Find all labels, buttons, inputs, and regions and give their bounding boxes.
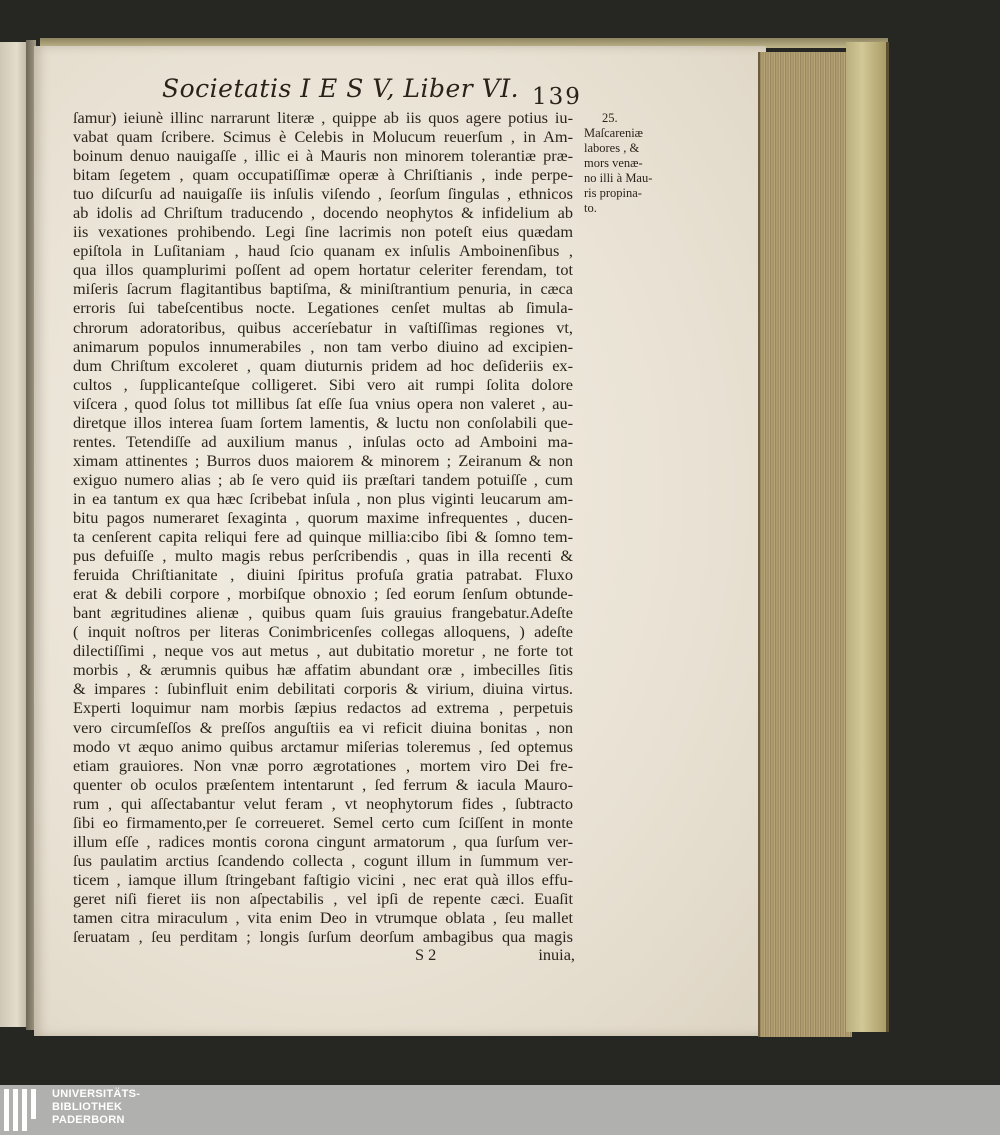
book-cover-board — [846, 42, 889, 1032]
text-line: vabat quam ſcribere. Scimus è Celebis in Molucum reuerſum , in Am- — [73, 127, 573, 147]
text-line: bitu pagos numeraret ſexaginta , quorum maxime infrequentes , ducen- — [73, 507, 573, 527]
margin-note-line: labores , & — [584, 141, 640, 155]
text-line: modo vt æquo animo quibus arctamur miſerias toleremus , ſed optemus — [73, 736, 573, 756]
text-line: morbis , & ærumnis quibus hæ affatim abundant oræ , imbecilles ſitis — [73, 660, 573, 680]
text-line: ſibi eo firmamento,per ſe correueret. Semel certo cum ſciſſent in monte — [73, 812, 573, 832]
text-line: ximam attinentes ; Burros duos maiorem & minorem ; Zeiranum & non — [73, 450, 573, 470]
signature-mark: S 2 — [415, 945, 437, 964]
text-line: qua illos quamplurimi poſſent ad opem hortatur celeriter ferendam, tot — [73, 260, 573, 280]
text-line: illum eſſe , radices montis corona cingunt armatorum , qua ſurſum ver- — [73, 831, 573, 851]
margin-note-number: 25. — [602, 111, 618, 125]
text-line: diretque illos interea ſuam ſortem lamentis, & luctu non conſolabili que- — [73, 412, 573, 432]
text-line: dilectiſſimi , neque vos aut metus , aut dubitatio moretur , ne forte tot — [73, 641, 573, 661]
text-line: vero circumſeſſos & preſſos anguſtiis ea vi reficit diuina bonitas , non — [73, 717, 573, 737]
text-line: erat & debili corpore , morbiſque obnoxio ; ſed eorum ſenſum obtunde- — [73, 584, 573, 604]
text-line: animarum populos innumerabiles , non tam verbo diuino ad excipien- — [73, 336, 573, 356]
text-line: dum Chriſtum excoleret , quam diuturnis pridem ad hoc deſideriis ex- — [73, 355, 573, 375]
text-line: miſeris ſacrum flagitantibus baptiſma, & miniſtrantium penuria, in cæca — [73, 279, 573, 299]
text-line: bant ægritudines alienæ , quibus quam ſuis grauius frangebatur.Adeſte — [73, 603, 573, 623]
text-line: & impares : ſubinfluit enim debilitati corporis & virium, diuina virtus. — [73, 679, 573, 699]
text-line: ( inquit noſtros per literas Conimbricenſes collegas alloquens, ) adeſte — [73, 622, 573, 642]
text-line: ſeruatam , ſeu perditam ; longis ſurſum deorſum ambagibus qua magis — [73, 927, 573, 947]
text-line: geret niſi fieret iis non aſpectabilis , vel ipſi de repente cæci. Euaſit — [73, 888, 573, 908]
margin-note-line: Maſcareniæ — [584, 126, 644, 140]
margin-note-line: to. — [584, 201, 597, 215]
page-fore-edge — [758, 52, 852, 1037]
logo-line: BIBLIOTHEK — [52, 1101, 123, 1113]
text-line: bitam ſegetem , quam occupatiſſimæ operæ à Chriſtianis , inde perpe- — [73, 165, 573, 185]
text-line: quenter ob oculos præſentem intentarunt , ſed ferrum & iacula Mauro- — [73, 774, 573, 794]
library-footer — [0, 1085, 1000, 1135]
text-line: etiam grauiores. Non vnæ porro ægrotationes , mortem viro Dei fre- — [73, 755, 573, 775]
text-line: feruida Chriſtianitate , diuini ſpiritus profuſa gratia patrabat. Fluxo — [73, 565, 573, 585]
logo-line: UNIVERSITÄTS- — [52, 1088, 141, 1100]
text-line: erroris ſui tabeſcentibus nocte. Legationes cenſet multas ab ſimula- — [73, 298, 573, 318]
text-line: tamen citra miraculum , vita enim Deo in vtrumque oblata , ſeu mallet — [73, 907, 573, 927]
library-logo-text — [52, 1088, 140, 1127]
text-line: ta cenſerent capita reliqui fere ad quinque millia:cibo ſibi & ſomno tem- — [73, 527, 573, 547]
margin-note — [584, 110, 654, 215]
text-line: boinum denuo nauigaſſe , illic ei à Mauris non minorem tolerantiæ præ- — [73, 146, 573, 166]
running-title: Societatis I E S V, Liber VI. — [162, 74, 520, 103]
text-line: rentes. Tetendiſſe ad auxilium manus , inſulas octo ad Amboini ma- — [73, 431, 573, 451]
text-line: viſcera , quod ſolus tot millibus ſat eſſe ſua vnius opera non valeret , au- — [73, 393, 573, 413]
logo-line: PADERBORN — [52, 1114, 125, 1126]
text-line: cultos , ſupplicanteſque colligeret. Sibi vero ait rumpi ſolita dolore — [73, 374, 573, 394]
text-line: chrorum adoratoribus, quibus acceríebatur in vaſtiſſimas regiones vt, — [73, 317, 573, 337]
text-line: tuo diſcurſu ad nauigaſſe iis inſulis viſendo , ſeorſum ſingulas , ethnicos — [73, 184, 573, 204]
text-line: exiguo numero alias ; ab ſe vero quid iis præſtari tandem potuiſſe , cum — [73, 469, 573, 489]
text-line: pus defuiſſe , multo magis rebus perſcribendis , quas in illa recenti & — [73, 546, 573, 566]
body-text — [73, 108, 573, 946]
margin-note-line: no illi à Mau- — [584, 171, 653, 185]
margin-note-line: mors venæ- — [584, 156, 643, 170]
library-logo-icon — [4, 1089, 46, 1131]
page-number: 139 — [532, 84, 582, 110]
text-line: rum , qui aſſectabantur velut feram , vt neophytorum fides , ſubtracto — [73, 793, 573, 813]
text-line: in ea tantum ex qua hæc ſcribebat inſula , non plus viginti leucarum am- — [73, 488, 573, 508]
margin-note-line: ris propina- — [584, 186, 642, 200]
text-line: ſus paulatim arctius ſcandendo collecta , cogunt illum in ſummum ver- — [73, 850, 573, 870]
text-line: epiſtola in Luſitaniam , haud ſcio quanam ex inſulis Amboinenſibus , — [73, 241, 573, 261]
text-line: ab idolis ad Chriſtum traducendo , docendo neophytos & infidelium ab — [73, 203, 573, 223]
catchword: inuia, — [538, 945, 575, 964]
text-line: iis vexationes prohibendo. Legi ſine lacrimis non poteſt eius quædam — [73, 222, 573, 242]
text-line: ſamur) ieiunè illinc narrarunt literæ , quippe ab iis quos agere potius iu- — [73, 108, 573, 127]
text-line: ticem , iamque illum ſtringebant faſtigio vicini , nec erat quà illos effu- — [73, 869, 573, 889]
text-line: Experti loquimur nam morbis ſæpius redactos ad extrema , perpetuis — [73, 698, 573, 718]
